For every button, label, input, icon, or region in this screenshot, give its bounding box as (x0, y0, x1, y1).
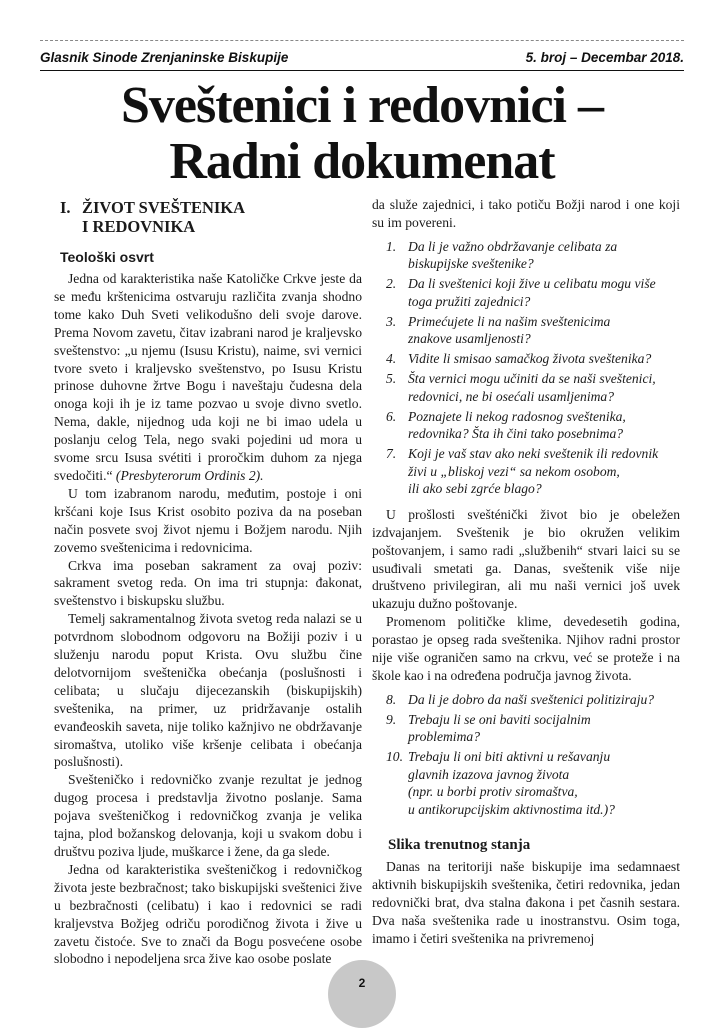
question-item (386, 748, 680, 818)
paragraph: U tom izabranom narodu, međutim, postoje i oni kršćani koje Isus Krist osobito poziva da na poseban način posvete svoj život njemu i Božjem narodu. Njih zovemo sveštenicima i redovnicima. (54, 485, 362, 555)
question-number: 2. (386, 276, 397, 292)
right-column (372, 196, 680, 948)
question-number: 7. (386, 446, 397, 462)
question-item (386, 313, 680, 348)
question-item (386, 711, 680, 746)
question-text: Vidite li smisao samačkog života sveštenika? (408, 351, 652, 367)
paragraph: U prošlosti svešténički život bio je obeležen izdvajanjem. Sveštenik je bio okružen velikim poštovanjem, i samo radi „službenih“ stvari laici su se usuđivali smetati ga. Danas, sveštenik više nije društveno privilegiran, ali mu naši vernici još uvek ukazuju dužno poštovanje. (372, 506, 680, 612)
question-number: 10. (386, 749, 403, 765)
paragraph: da služe zajednici, i tako potiču Božji narod i one koji su im povereni. (372, 197, 680, 230)
paragraph (54, 270, 362, 485)
citation: (Presbyterorum Ordinis 2). (115, 467, 264, 483)
running-header (40, 47, 684, 67)
page-title-line-1: Sveštenici i redovnici – (120, 77, 603, 134)
question-item (386, 275, 680, 310)
question-item (386, 238, 680, 273)
question-number: 1. (386, 238, 397, 254)
paragraph: Promenom političke klime, devedesetih godina, porastao je opseg rada sveštenika. Njihov radni prostor nije više ograničen samo na crkvu, već se proteže i na škole kao i na određena područja javnog života. (372, 614, 680, 683)
subheading-theological: Teološki osvrt (60, 249, 154, 265)
question-item (386, 408, 680, 443)
page-number-badge (328, 960, 396, 1028)
question-text: Poznajete li nekog radosnog sveštenika, redovnika? Šta ih čini tako posebnima? (408, 408, 626, 442)
question-list-1 (372, 238, 680, 498)
paragraph: Svešteničko i redovničko zvanje rezultat je jednog dugog procesa i predstavlja životno poslanje. Sama pojava svešteničkog i redovničkog zvanja je velika tajna, plod božanskog delovanja, koji u svakom dobu i društvu poziva ljude, muškarce i žene, da ga slede. (54, 772, 362, 859)
question-item (386, 370, 680, 405)
question-list-2 (372, 691, 680, 819)
page-number: 2 (358, 976, 366, 990)
question-text: Trebaju li se oni baviti socijalnim problemima? (408, 711, 591, 745)
paragraph: Temelj sakramentalnog života svetog reda nalazi se u potvrdnom slobodnom odgovoru na Božiji poziv i u služenju narodu poput Krista. Ovu službu čine delotvornijom sveštenička obećanja (poslušnosti i celibata; u slučaju dijecezanskih (biskupijskih) sveštenika, na primer, uz pridržavanje ostalih evanđeoskih saveta, nije toliko kažnjivo ne obdržavanje siromaštva, utoliko više kršenje celibata i obećanja poslušnosti). (54, 611, 362, 770)
publication-name: Glasnik Sinode Zrenjaninske Biskupije (40, 49, 289, 65)
top-dashed-rule (40, 40, 684, 41)
question-item (386, 691, 680, 709)
question-number: 8. (386, 691, 397, 707)
question-text: Šta vernici mogu učiniti da se naši sveštenici, redovnici, ne bi osećali usamljenima? (408, 371, 656, 404)
question-number: 6. (386, 408, 397, 424)
question-number: 9. (386, 711, 397, 727)
question-number: 4. (386, 351, 397, 367)
subheading-current-state: Slika trenutnog stanja (388, 837, 531, 854)
paragraph: Jedna od karakteristika svešteničkog i redovničkog života jeste bezbračnost; tako biskupijski sveštenici žive u bezbračnosti (celibatu) i kao i redovnici se radi kraljevstva Božjeg odriču porodičnog života i žive u zavetu čistoće. Sve to znači da Bogu posvećene osobe slobodno i nepodeljena srca žive kao osobe poslate (54, 861, 362, 967)
paragraph: Danas na teritoriji naše biskupije ima sedamnaest aktivnih biskupijskih sveštenika, četiri redovnika, jedan redovnički brat, dva stalna đakona i pet časnih sestara. Dva naša sveštenika rade u inostranstvu. Osim toga, imamo i četiri sveštenika na privremenoj (372, 859, 680, 946)
question-text: Da li sveštenici koji žive u celibatu mogu više toga pružiti zajednici? (408, 276, 656, 309)
question-text: Koji je vaš stav ako neki sveštenik ili redovnik živi u „bliskoj vezi“ sa nekom osobom, ili ako sebi zgrće blago? (408, 446, 659, 497)
paragraph-text: Jedna od karakteristika naše Katoličke Crkve jeste da se među krštenicima ostvaruju različita zvanja shodno tome kako Duh Sveti velikodušno deli svoje darove. Prema Novom zavetu, čitav izabrani narod je kraljevsko sveštenstvo: „u njemu (Isusu Kristu), naime, svi vernici tvore sveto i kraljevsko sveštenstvo, po Isusu Kristu prinose duhovne žrtve Bogu i naveštaju čudesna dela onoga koji ih je iz tame pozvao u svoje divno svetlo. Nema, dakle, nijednog uda koji ne bi imao udela u poslanju celog Tela, nego svaki pojedini ud mora u svome srcu Isusa svétiti i proročkim duhom za njega svedočiti.“ (54, 271, 362, 483)
section-heading (60, 198, 362, 236)
paragraph: Crkva ima poseban sakrament za ovaj poziv: sakrament svetog reda. On ima tri stupnja: đakonat, sveštenstvo i biskupsku službu. (54, 557, 362, 609)
page-title (20, 78, 704, 190)
left-column (54, 198, 362, 968)
question-text: Primećujete li na našim sveštenicima znakove usamljenosti? (408, 313, 611, 347)
question-item (386, 350, 680, 368)
page-title-line-2: Radni dokumenat (169, 133, 555, 190)
question-text: Da li je dobro da naši sveštenici politiziraju? (408, 691, 655, 707)
question-text: Da li je važno obdržavanje celibata za biskupijske sveštenike? (408, 238, 618, 272)
section-title-line-1: ŽIVOT SVEŠTENIKA (82, 198, 246, 217)
header-rule (40, 70, 684, 71)
question-number: 5. (386, 371, 397, 387)
section-number: I. (60, 198, 71, 217)
issue-label: 5. broj – Decembar 2018. (525, 49, 684, 65)
section-title-line-2: I REDOVNIKA (82, 217, 196, 236)
question-text: Trebaju li oni biti aktivni u rešavanju glavnih izazova javnog života (npr. u borbi protiv siromaštva, u antikorupcijskim aktivnostima itd.)? (408, 749, 615, 817)
question-item (386, 445, 680, 498)
question-number: 3. (386, 313, 397, 329)
